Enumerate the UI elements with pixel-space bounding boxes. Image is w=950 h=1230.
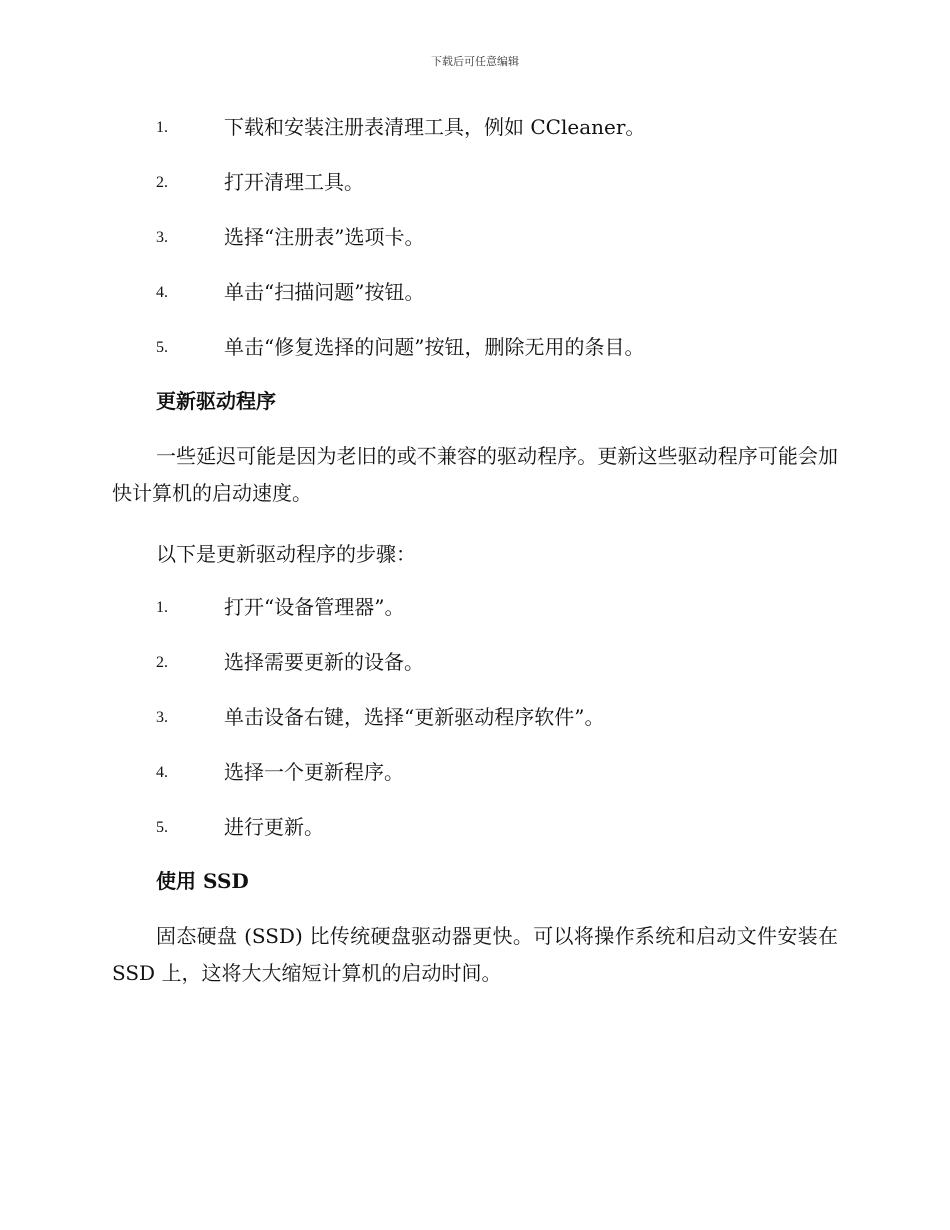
- list-item: [156, 332, 856, 362]
- list-text: 单击“扫描问题”按钮。: [224, 280, 425, 304]
- list-text: 下载和安装注册表清理工具，例如 CCleaner。: [224, 115, 646, 139]
- list-text: 选择“注册表”选项卡。: [224, 225, 425, 249]
- list-text: 单击设备右键，选择“更新驱动程序软件”。: [224, 705, 605, 729]
- list-item: [156, 757, 856, 787]
- list-text: 打开清理工具。: [224, 170, 364, 194]
- list-item: [156, 702, 856, 732]
- section-heading-drivers: 更新驱动程序: [156, 389, 276, 413]
- list-number: 4.: [156, 764, 168, 781]
- drivers-intro: 以下是更新驱动程序的步骤：: [156, 542, 416, 566]
- list-item: [156, 112, 856, 142]
- list-number: 2.: [156, 654, 168, 671]
- list-number: 2.: [156, 174, 168, 191]
- list-text: 选择需要更新的设备。: [224, 650, 424, 674]
- list-item: [156, 647, 856, 677]
- section-heading-ssd: 使用 SSD: [156, 869, 249, 893]
- list-number: 5.: [156, 819, 168, 836]
- list-text: 打开“设备管理器”。: [224, 595, 405, 619]
- list-text: 选择一个更新程序。: [224, 760, 404, 784]
- list-number: 3.: [156, 229, 168, 246]
- page-header: 下载后可任意编辑: [431, 55, 519, 68]
- list-text: 单击“修复选择的问题”按钮，删除无用的条目。: [224, 335, 645, 359]
- list-number: 3.: [156, 709, 168, 726]
- list-item: [156, 167, 856, 197]
- list-number: 1.: [156, 119, 168, 136]
- drivers-paragraph: 一些延迟可能是因为老旧的或不兼容的驱动程序。更新这些驱动程序可能会加快计算机的启动速度。: [112, 444, 838, 505]
- list-number: 5.: [156, 339, 168, 356]
- list-number: 1.: [156, 599, 168, 616]
- list-item: [156, 277, 856, 307]
- list-item: [156, 812, 856, 842]
- ssd-paragraph: 固态硬盘 (SSD) 比传统硬盘驱动器更快。可以将操作系统和启动文件安装在 SSD 上，这将大大缩短计算机的启动时间。: [112, 924, 838, 985]
- list-item: [156, 592, 856, 622]
- list-item: [156, 222, 856, 252]
- list-number: 4.: [156, 284, 168, 301]
- list-text: 进行更新。: [224, 815, 324, 839]
